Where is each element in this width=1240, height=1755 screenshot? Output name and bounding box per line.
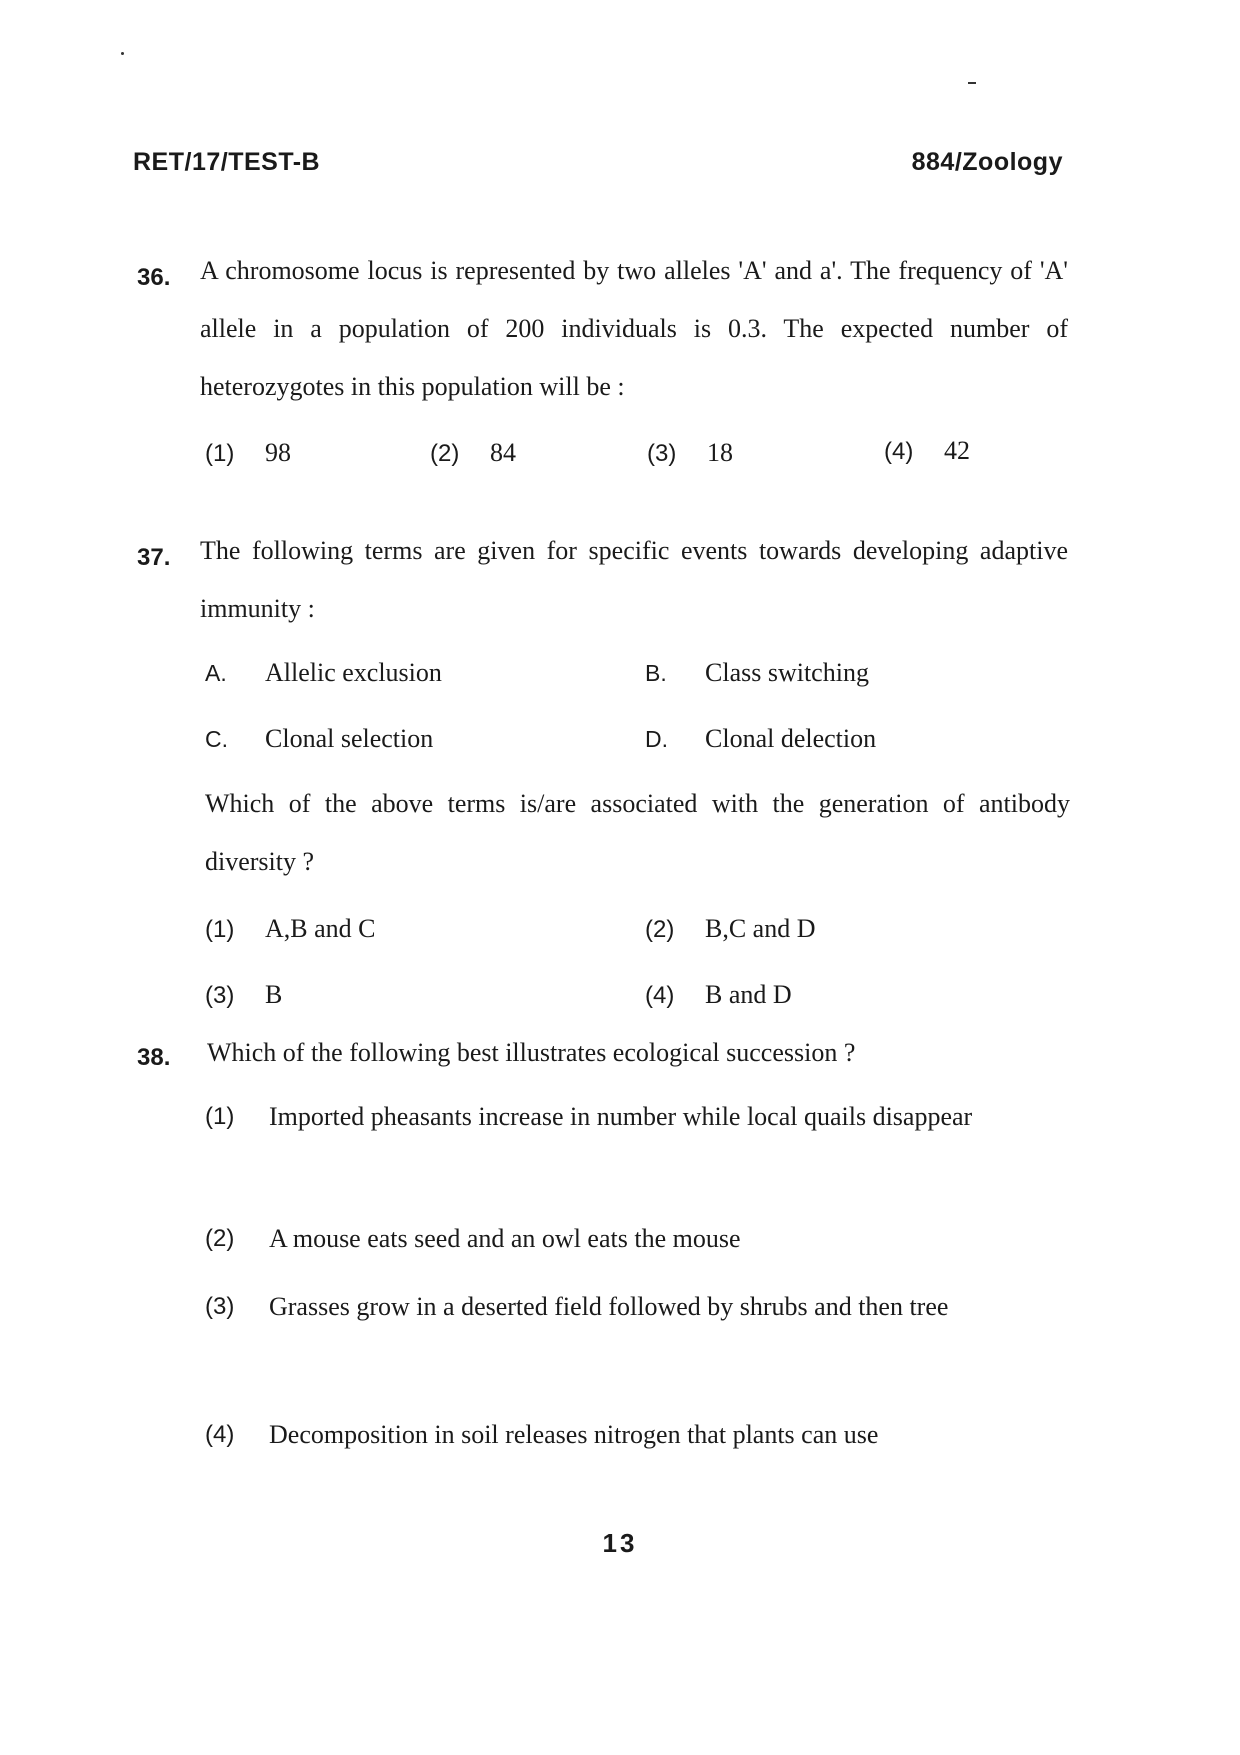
- option-number: (4): [884, 438, 914, 465]
- question-number: 36.: [137, 264, 171, 291]
- option-text: B and D: [705, 980, 792, 1009]
- option-number: (1): [205, 916, 235, 943]
- question-text: The following terms are given for specific events towards developing adaptive immunity :: [200, 536, 1068, 623]
- term-text: Class switching: [705, 658, 869, 687]
- option-1: [205, 438, 291, 468]
- option-4: [205, 1406, 1065, 1464]
- term-label: B.: [645, 660, 667, 686]
- term-text: Allelic exclusion: [265, 658, 442, 687]
- option-3: [647, 438, 733, 468]
- term-text: Clonal delection: [705, 724, 877, 753]
- term-a: [205, 658, 442, 688]
- option-1: [205, 914, 376, 944]
- option-text: Grasses grow in a deserted field followed by shrubs and then tree: [269, 1292, 949, 1321]
- option-text: A,B and C: [265, 914, 376, 943]
- term-label: C.: [205, 726, 228, 752]
- question-subtext: Which of the above terms is/are associated with the generation of antibody diversity ?: [205, 789, 1070, 876]
- option-number: (1): [205, 1103, 235, 1130]
- term-text: Clonal selection: [265, 724, 434, 753]
- term-d: [645, 724, 876, 754]
- option-number: (2): [205, 1225, 235, 1252]
- term-label: D.: [645, 726, 668, 752]
- option-4: [884, 436, 970, 466]
- option-number: (3): [205, 1293, 235, 1320]
- scan-speck: [968, 82, 976, 84]
- option-text: B,C and D: [705, 914, 816, 943]
- option-text: Decomposition in soil releases nitrogen that plants can use: [269, 1420, 879, 1449]
- option-number: (4): [205, 1421, 235, 1448]
- option-number: (2): [430, 440, 460, 467]
- question-number: 37.: [137, 544, 171, 571]
- option-4: [645, 980, 792, 1010]
- question-text: A chromosome locus is represented by two alleles 'A' and a'. The frequency of 'A' allele in a population of 200 individuals is 0.3. The expected number of heterozygotes in this population will be :: [200, 256, 1068, 401]
- option-2: [645, 914, 816, 944]
- subject-code: 884/Zoology: [911, 148, 1063, 176]
- option-text: 98: [265, 438, 291, 467]
- option-text: Imported pheasants increase in number while local quails disappear: [269, 1102, 973, 1131]
- option-number: (3): [205, 982, 235, 1009]
- option-number: (4): [645, 982, 675, 1009]
- page-number: 13: [602, 1528, 638, 1558]
- option-number: (1): [205, 440, 235, 467]
- option-text: 42: [944, 436, 970, 465]
- option-text: A mouse eats seed and an owl eats the mouse: [269, 1224, 741, 1253]
- scan-speck: [121, 52, 124, 55]
- question-text: Which of the following best illustrates ecological succession ?: [207, 1038, 856, 1067]
- option-1: [205, 1088, 1065, 1146]
- option-text: B: [265, 980, 283, 1009]
- option-3: [205, 980, 282, 1010]
- option-number: (3): [647, 440, 677, 467]
- option-text: 18: [707, 438, 733, 467]
- question-number: 38.: [137, 1044, 171, 1071]
- option-number: (2): [645, 916, 675, 943]
- option-2: [205, 1210, 1065, 1268]
- term-label: A.: [205, 660, 227, 686]
- term-b: [645, 658, 869, 688]
- exam-code: RET/17/TEST-B: [133, 148, 321, 176]
- term-c: [205, 724, 433, 754]
- option-2: [430, 438, 516, 468]
- option-3: [205, 1278, 1065, 1336]
- option-text: 84: [490, 438, 516, 467]
